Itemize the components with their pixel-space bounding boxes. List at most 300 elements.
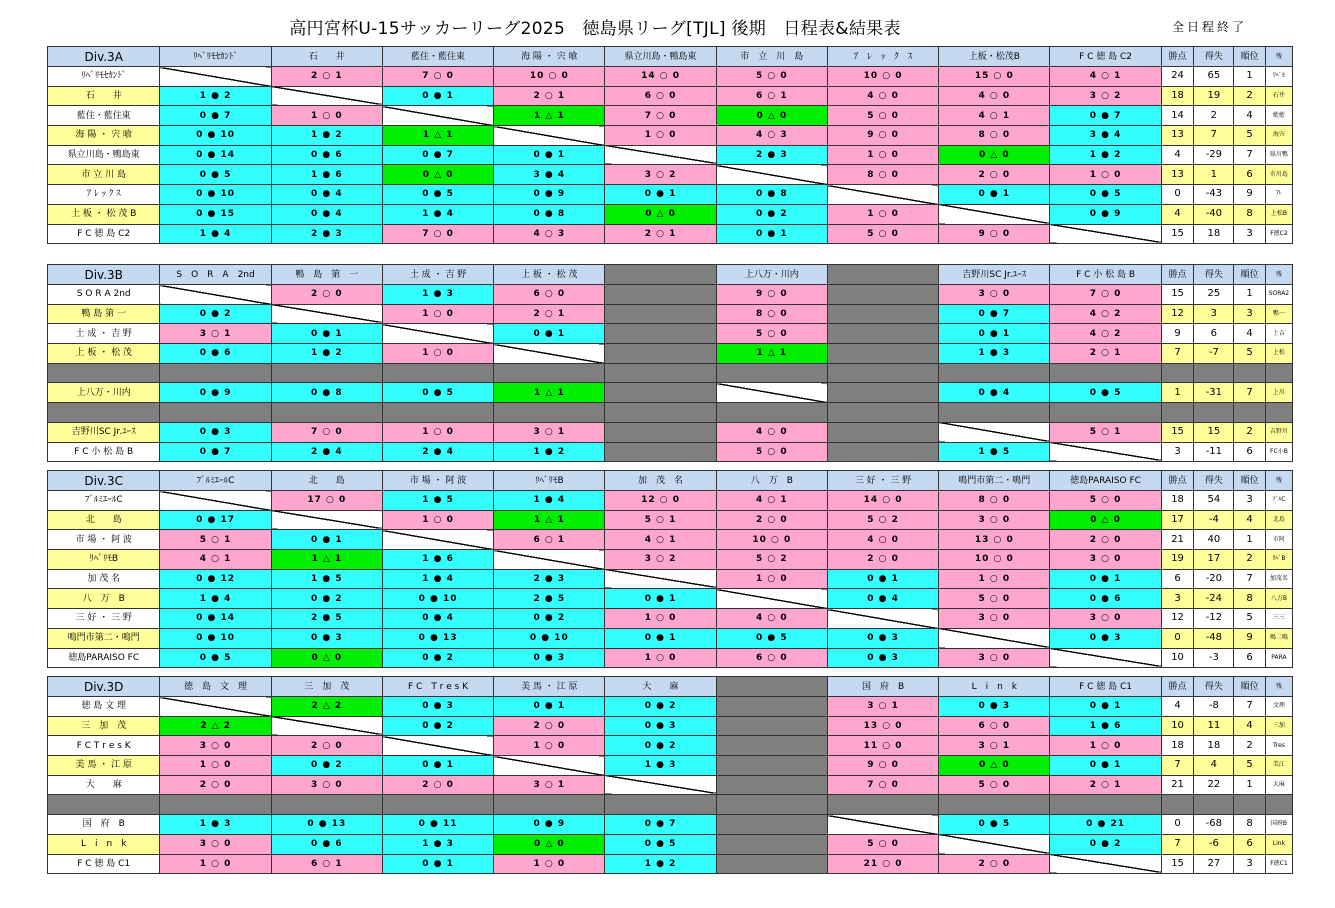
row-team-name: ﾌﾞﾙﾐｴｰﾙC (48, 491, 160, 511)
column-header-rank: 順位 (1234, 47, 1266, 67)
row-pts: 0 (1161, 628, 1194, 648)
table-row (48, 589, 1293, 609)
row-team-name: L i n k (48, 834, 160, 854)
match-score-cell: 2 ● 3 (716, 145, 827, 165)
row-rank (1234, 795, 1266, 815)
row-rank: 8 (1234, 589, 1266, 609)
row-rank: 1 (1234, 285, 1266, 305)
match-score-cell: 0 ● 3 (494, 648, 605, 668)
row-team-name: 八 万 B (48, 589, 160, 609)
match-score-cell (827, 324, 938, 344)
match-score-cell: 0 △ 0 (271, 648, 382, 668)
row-pts (1161, 363, 1194, 383)
column-header-abbr: 残 (1265, 471, 1292, 491)
match-score-cell: 0 ● 1 (494, 145, 605, 165)
self-match-cell (494, 344, 605, 364)
match-score-cell: 3 ○ 1 (494, 422, 605, 442)
column-header-team: 鴨 島 第 一 (271, 265, 382, 285)
row-team-name: ﾘﾍﾞﾘﾓｾｶﾝﾄﾞ (48, 67, 160, 87)
row-gd: -3 (1194, 648, 1234, 668)
match-score-cell: 0 ● 4 (382, 609, 493, 629)
match-score-cell (605, 344, 716, 364)
match-score-cell: 0 ● 3 (382, 697, 493, 717)
column-header-team: 徳 島 文 理 (160, 677, 271, 697)
match-score-cell: 5 ○ 0 (827, 834, 938, 854)
row-abbr: 県川鴨 (1265, 145, 1292, 165)
match-score-cell (716, 363, 827, 383)
match-score-cell: 0 ● 5 (605, 834, 716, 854)
match-score-cell: 0 ● 2 (382, 648, 493, 668)
row-rank: 6 (1234, 165, 1266, 185)
match-score-cell: 0 ● 1 (716, 224, 827, 244)
match-score-cell: 3 ○ 1 (827, 697, 938, 717)
row-abbr: 上松B (1265, 204, 1292, 224)
row-rank: 3 (1234, 304, 1266, 324)
row-rank: 4 (1234, 106, 1266, 126)
match-score-cell: 0 ● 5 (939, 815, 1050, 835)
row-abbr: F徳C1 (1265, 854, 1292, 874)
match-score-cell: 0 ● 3 (605, 716, 716, 736)
table-row (48, 106, 1293, 126)
match-score-cell: 5 ○ 1 (160, 530, 271, 550)
row-abbr: 三三 (1265, 609, 1292, 629)
row-rank: 4 (1234, 324, 1266, 344)
match-score-cell (605, 304, 716, 324)
self-match-cell (160, 285, 271, 305)
match-score-cell: 0 △ 0 (494, 834, 605, 854)
column-header-team: ﾘﾍﾞﾘﾓB (494, 471, 605, 491)
match-score-cell (160, 363, 271, 383)
self-match-cell (939, 834, 1050, 854)
row-gd: -43 (1194, 185, 1234, 205)
self-match-cell (1050, 854, 1161, 874)
match-score-cell: 0 ● 2 (716, 204, 827, 224)
match-score-cell: 1 ○ 0 (271, 106, 382, 126)
row-pts: 19 (1161, 550, 1194, 570)
row-pts: 7 (1161, 756, 1194, 776)
table-row (48, 569, 1293, 589)
match-score-cell: 0 ● 8 (716, 185, 827, 205)
table-row (48, 834, 1293, 854)
row-rank: 4 (1234, 716, 1266, 736)
column-header-team: 八 万 B (716, 471, 827, 491)
match-score-cell: 1 ● 3 (382, 834, 493, 854)
match-score-cell: 6 ○ 1 (716, 86, 827, 106)
match-score-cell: 0 ● 1 (382, 756, 493, 776)
column-header-pts: 勝点 (1161, 471, 1194, 491)
row-abbr: 加茂名 (1265, 569, 1292, 589)
match-score-cell: 0 ● 21 (1050, 815, 1161, 835)
match-score-cell: 0 ● 2 (160, 304, 271, 324)
row-gd: 54 (1194, 491, 1234, 511)
match-score-cell: 8 ○ 0 (716, 304, 827, 324)
match-score-cell: 10 ○ 0 (939, 550, 1050, 570)
table-row (48, 285, 1293, 305)
row-pts: 18 (1161, 491, 1194, 511)
row-gd: 3 (1194, 304, 1234, 324)
division-table (47, 264, 1293, 462)
self-match-cell (271, 510, 382, 530)
match-score-cell: 1 ○ 0 (382, 422, 493, 442)
match-score-cell: 0 ● 1 (605, 589, 716, 609)
row-gd: 27 (1194, 854, 1234, 874)
column-header-abbr: 残 (1265, 265, 1292, 285)
column-header-team: 石 井 (271, 47, 382, 67)
match-score-cell: 14 ○ 0 (605, 67, 716, 87)
match-score-cell: 0 ● 3 (1050, 628, 1161, 648)
row-rank: 6 (1234, 834, 1266, 854)
row-gd: -29 (1194, 145, 1234, 165)
row-abbr: 大麻 (1265, 775, 1292, 795)
match-score-cell: 0 ● 2 (271, 756, 382, 776)
table-row (48, 716, 1293, 736)
match-score-cell: 7 ○ 0 (827, 775, 938, 795)
column-header-team: S O R A 2nd (160, 265, 271, 285)
column-header-gd: 得失 (1194, 471, 1234, 491)
match-score-cell: 0 ● 3 (827, 648, 938, 668)
row-gd: -6 (1194, 834, 1234, 854)
self-match-cell (827, 185, 938, 205)
match-score-cell (716, 736, 827, 756)
match-score-cell: 2 ○ 1 (271, 67, 382, 87)
match-score-cell: 0 ● 7 (382, 145, 493, 165)
match-score-cell: 2 ● 3 (494, 569, 605, 589)
self-match-cell (271, 716, 382, 736)
self-match-cell (939, 204, 1050, 224)
column-header-team: F C T r e s K (382, 677, 493, 697)
match-score-cell: 0 ● 14 (160, 609, 271, 629)
table-row (48, 363, 1293, 383)
match-score-cell: 0 ● 5 (1050, 185, 1161, 205)
self-match-cell (494, 126, 605, 146)
match-score-cell (1050, 795, 1161, 815)
row-gd: -7 (1194, 344, 1234, 364)
row-abbr: 八万B (1265, 589, 1292, 609)
match-score-cell: 4 ○ 0 (716, 609, 827, 629)
match-score-cell: 3 ○ 2 (605, 165, 716, 185)
row-rank: 7 (1234, 145, 1266, 165)
match-score-cell: 0 ● 7 (605, 815, 716, 835)
match-score-cell: 5 ○ 0 (1050, 491, 1161, 511)
match-score-cell: 0 ● 7 (1050, 106, 1161, 126)
match-score-cell: 14 ○ 0 (827, 491, 938, 511)
match-score-cell: 0 ● 10 (382, 589, 493, 609)
row-abbr: 北島 (1265, 510, 1292, 530)
match-score-cell: 0 ● 1 (1050, 756, 1161, 776)
row-team-name: 上 板 ・ 松 茂 (48, 344, 160, 364)
column-header-team: 海 陽 ・ 宍 喰 (494, 47, 605, 67)
row-abbr: 石井 (1265, 86, 1292, 106)
table-row (48, 736, 1293, 756)
column-header-rank: 順位 (1234, 677, 1266, 697)
match-score-cell: 1 ● 5 (939, 442, 1050, 462)
column-header-team: 加 茂 名 (605, 471, 716, 491)
row-abbr: 鳴二鳴 (1265, 628, 1292, 648)
match-score-cell (271, 403, 382, 423)
match-score-cell: 5 ○ 2 (827, 510, 938, 530)
match-score-cell (605, 363, 716, 383)
match-score-cell: 1 ● 2 (605, 854, 716, 874)
match-score-cell: 0 ● 13 (271, 815, 382, 835)
row-abbr: Tres (1265, 736, 1292, 756)
row-gd: -31 (1194, 383, 1234, 403)
match-score-cell: 2 ● 5 (494, 589, 605, 609)
match-score-cell: 3 ○ 0 (939, 510, 1050, 530)
match-score-cell: 0 ● 1 (605, 628, 716, 648)
match-score-cell (605, 422, 716, 442)
match-score-cell (827, 422, 938, 442)
column-header-rank: 順位 (1234, 471, 1266, 491)
row-pts: 15 (1161, 224, 1194, 244)
match-score-cell: 4 ○ 1 (160, 550, 271, 570)
row-abbr: ﾌﾞﾙC (1265, 491, 1292, 511)
match-score-cell: 1 ● 2 (1050, 145, 1161, 165)
match-score-cell: 1 ● 2 (160, 86, 271, 106)
match-score-cell: 2 ○ 0 (1050, 530, 1161, 550)
match-score-cell: 5 ○ 0 (827, 224, 938, 244)
row-rank: 4 (1234, 510, 1266, 530)
row-team-name: 上八万・川内 (48, 383, 160, 403)
self-match-cell (605, 145, 716, 165)
row-abbr: ﾘﾍﾞｾ (1265, 67, 1292, 87)
row-pts: 3 (1161, 589, 1194, 609)
row-pts: 7 (1161, 344, 1194, 364)
match-score-cell: 5 ○ 0 (939, 589, 1050, 609)
row-team-name: 市 場 ・ 阿 波 (48, 530, 160, 550)
match-score-cell: 2 ○ 0 (271, 285, 382, 305)
table-row (48, 422, 1293, 442)
row-gd: 22 (1194, 775, 1234, 795)
row-pts: 13 (1161, 126, 1194, 146)
self-match-cell (827, 609, 938, 629)
row-rank: 3 (1234, 224, 1266, 244)
self-match-cell (716, 589, 827, 609)
match-score-cell: 4 ○ 1 (605, 530, 716, 550)
column-header-team: 吉野川SC Jr.ﾕｰｽ (939, 265, 1050, 285)
match-score-cell (494, 403, 605, 423)
match-score-cell: 1 △ 1 (494, 510, 605, 530)
match-score-cell: 0 ● 1 (1050, 569, 1161, 589)
column-header-team: F C 小 松 島 B (1050, 265, 1161, 285)
match-score-cell: 2 △ 2 (271, 697, 382, 717)
column-header-team: 土 成 ・ 吉 野 (382, 265, 493, 285)
match-score-cell (827, 304, 938, 324)
match-score-cell (605, 383, 716, 403)
row-abbr: SORA2 (1265, 285, 1292, 305)
row-abbr: Link (1265, 834, 1292, 854)
status-label: 全日程終了 (1172, 20, 1248, 34)
column-header-team: 美 馬 ・ 江 原 (494, 677, 605, 697)
match-score-cell: 0 ● 8 (494, 204, 605, 224)
column-header-team (827, 265, 938, 285)
match-score-cell: 8 ○ 0 (939, 126, 1050, 146)
row-gd: 7 (1194, 126, 1234, 146)
row-gd: -40 (1194, 204, 1234, 224)
match-score-cell: 1 ○ 0 (605, 609, 716, 629)
match-score-cell: 1 ● 5 (271, 569, 382, 589)
match-score-cell: 3 ○ 0 (939, 285, 1050, 305)
match-score-cell (716, 775, 827, 795)
match-score-cell: 2 ○ 0 (827, 550, 938, 570)
match-score-cell: 0 ● 1 (939, 185, 1050, 205)
row-pts: 13 (1161, 165, 1194, 185)
self-match-cell (939, 628, 1050, 648)
row-pts: 1 (1161, 383, 1194, 403)
match-score-cell: 1 ○ 0 (1050, 165, 1161, 185)
match-score-cell: 15 ○ 0 (939, 67, 1050, 87)
match-score-cell: 8 ○ 0 (939, 491, 1050, 511)
row-gd: 18 (1194, 224, 1234, 244)
row-pts: 14 (1161, 106, 1194, 126)
row-team-name: 北 島 (48, 510, 160, 530)
row-rank: 1 (1234, 67, 1266, 87)
row-team-name: 市 立 川 島 (48, 165, 160, 185)
match-score-cell: 0 ● 9 (1050, 204, 1161, 224)
match-score-cell: 9 ○ 0 (716, 285, 827, 305)
match-score-cell: 0 ● 3 (160, 422, 271, 442)
row-gd: 25 (1194, 285, 1234, 305)
row-pts: 4 (1161, 145, 1194, 165)
match-score-cell: 3 ○ 2 (605, 550, 716, 570)
match-score-cell (939, 795, 1050, 815)
match-score-cell: 0 ● 1 (494, 697, 605, 717)
match-score-cell: 12 ○ 0 (605, 491, 716, 511)
row-rank (1234, 363, 1266, 383)
row-rank: 6 (1234, 442, 1266, 462)
row-pts: 15 (1161, 854, 1194, 874)
column-header-gd: 得失 (1194, 677, 1234, 697)
match-score-cell: 0 ● 4 (939, 383, 1050, 403)
table-row (48, 145, 1293, 165)
row-pts: 3 (1161, 442, 1194, 462)
match-score-cell: 0 ● 15 (160, 204, 271, 224)
match-score-cell: 0 ● 5 (160, 648, 271, 668)
match-score-cell: 4 ○ 3 (494, 224, 605, 244)
match-score-cell: 1 ○ 0 (827, 204, 938, 224)
match-score-cell: 6 ○ 1 (271, 854, 382, 874)
row-abbr: 吉野川 (1265, 422, 1292, 442)
match-score-cell (716, 815, 827, 835)
match-score-cell: 4 ○ 0 (939, 86, 1050, 106)
match-score-cell: 0 △ 0 (939, 756, 1050, 776)
row-rank: 2 (1234, 736, 1266, 756)
match-score-cell: 0 ● 5 (160, 165, 271, 185)
match-score-cell: 0 ● 3 (271, 628, 382, 648)
row-abbr: 上川 (1265, 383, 1292, 403)
row-pts: 7 (1161, 834, 1194, 854)
row-gd (1194, 403, 1234, 423)
row-team-name (48, 403, 160, 423)
row-rank: 2 (1234, 422, 1266, 442)
self-match-cell (160, 491, 271, 511)
match-score-cell: 4 ○ 2 (1050, 324, 1161, 344)
match-score-cell: 2 ○ 1 (494, 304, 605, 324)
row-pts: 24 (1161, 67, 1194, 87)
row-rank: 7 (1234, 383, 1266, 403)
row-team-name (48, 795, 160, 815)
match-score-cell: 0 ● 9 (494, 815, 605, 835)
row-team-name: 大 麻 (48, 775, 160, 795)
row-team-name: 美 馬 ・ 江 原 (48, 756, 160, 776)
match-score-cell: 5 ○ 1 (1050, 422, 1161, 442)
match-score-cell: 2 ○ 1 (1050, 775, 1161, 795)
self-match-cell (1050, 648, 1161, 668)
column-header-team: L i n k (939, 677, 1050, 697)
row-gd: 17 (1194, 550, 1234, 570)
column-header-rank: 順位 (1234, 265, 1266, 285)
match-score-cell: 8 ○ 0 (827, 165, 938, 185)
match-score-cell: 5 ○ 0 (716, 324, 827, 344)
match-score-cell: 0 ● 14 (160, 145, 271, 165)
row-rank: 7 (1234, 697, 1266, 717)
column-header-team: 藍住・藍住東 (382, 47, 493, 67)
row-team-name: F C 小 松 島 B (48, 442, 160, 462)
match-score-cell: 5 ○ 0 (827, 106, 938, 126)
column-header-team: 鳴門市第二・鳴門 (939, 471, 1050, 491)
match-score-cell (160, 795, 271, 815)
row-rank: 9 (1234, 185, 1266, 205)
match-score-cell: 5 ○ 0 (716, 67, 827, 87)
match-score-cell: 7 ○ 0 (1050, 285, 1161, 305)
row-rank: 1 (1234, 530, 1266, 550)
row-abbr: 土吉 (1265, 324, 1292, 344)
row-gd: 6 (1194, 324, 1234, 344)
division-table (47, 676, 1293, 874)
match-score-cell: 7 ○ 0 (271, 422, 382, 442)
match-score-cell: 0 △ 0 (1050, 510, 1161, 530)
match-score-cell (605, 795, 716, 815)
match-score-cell: 1 ○ 0 (716, 569, 827, 589)
self-match-cell (605, 569, 716, 589)
row-abbr: 市川島 (1265, 165, 1292, 185)
match-score-cell: 1 ● 4 (160, 224, 271, 244)
match-score-cell: 17 ○ 0 (271, 491, 382, 511)
match-score-cell: 0 ● 1 (1050, 697, 1161, 717)
column-header-team: 三 加 茂 (271, 677, 382, 697)
self-match-cell (605, 775, 716, 795)
match-score-cell: 3 ● 4 (494, 165, 605, 185)
table-row (48, 86, 1293, 106)
row-gd: -4 (1194, 510, 1234, 530)
match-score-cell: 2 ○ 0 (939, 165, 1050, 185)
row-abbr: PARA (1265, 648, 1292, 668)
match-score-cell (605, 403, 716, 423)
row-gd: 11 (1194, 716, 1234, 736)
match-score-cell: 4 ○ 0 (716, 422, 827, 442)
self-match-cell (382, 736, 493, 756)
row-abbr: 三加 (1265, 716, 1292, 736)
row-team-name: S O R A 2nd (48, 285, 160, 305)
column-header-team: 市 場 ・ 阿 波 (382, 471, 493, 491)
row-rank: 9 (1234, 628, 1266, 648)
match-score-cell: 1 ○ 0 (382, 304, 493, 324)
table-row (48, 775, 1293, 795)
match-score-cell: 0 ● 1 (382, 854, 493, 874)
self-match-cell (382, 324, 493, 344)
match-score-cell: 2 △ 2 (160, 716, 271, 736)
column-header-pts: 勝点 (1161, 47, 1194, 67)
row-abbr: ｱﾚ (1265, 185, 1292, 205)
match-score-cell (716, 756, 827, 776)
match-score-cell: 2 ○ 0 (160, 775, 271, 795)
match-score-cell: 1 ○ 0 (827, 145, 938, 165)
match-score-cell: 6 ○ 0 (494, 285, 605, 305)
match-score-cell (494, 795, 605, 815)
match-score-cell: 4 ○ 3 (716, 126, 827, 146)
match-score-cell: 0 ● 9 (160, 383, 271, 403)
division-name: Div.3C (48, 471, 160, 491)
match-score-cell (271, 795, 382, 815)
